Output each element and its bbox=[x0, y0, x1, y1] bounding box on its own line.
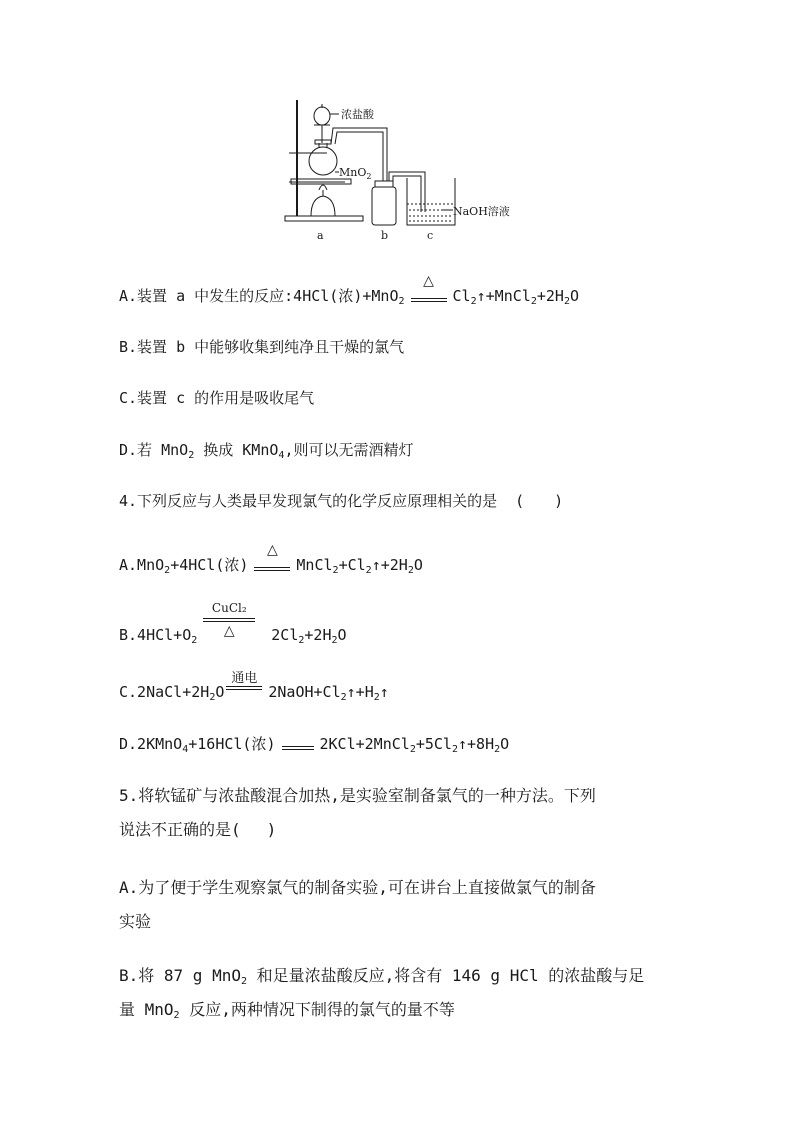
stand-base bbox=[285, 216, 363, 221]
label-a: a bbox=[317, 229, 324, 242]
q3-option-c: C.装置 c 的作用是吸收尾气 bbox=[119, 389, 315, 407]
label-b: b bbox=[381, 229, 389, 242]
q3-option-b: B.装置 b 中能够收集到纯净且干燥的氯气 bbox=[119, 338, 405, 356]
q5-option-b-line2: 量 MnO$_2$ 反应,两种情况下制得的氯气的量不等 bbox=[119, 1000, 455, 1021]
q4-option-b: $B.4HCl+O_2$ CuCl₂ △ $2Cl_2+2H_2O$ bbox=[119, 600, 347, 646]
bottle-b bbox=[372, 187, 396, 225]
alcohol-lamp bbox=[311, 196, 335, 216]
label-naoh: NaOH溶液 bbox=[453, 205, 510, 218]
label-acid: 浓盐酸 bbox=[341, 108, 374, 121]
q4-stem: 4.下列反应与人类最早发现氯气的化学反应原理相关的是 ( ) bbox=[119, 492, 564, 510]
round-flask bbox=[309, 147, 337, 175]
label-mno2: MnO$_2$ bbox=[339, 166, 372, 181]
q5-option-a-line2: 实验 bbox=[119, 912, 152, 931]
q5-option-a-line1: A.为了便于学生观察氯气的制备实验,可在讲台上直接做氯气的制备 bbox=[119, 878, 596, 897]
q5-stem-line2: 说法不正确的是( ) bbox=[119, 820, 277, 839]
q4-option-c: $C.2NaCl+2H_2O$ 通电 $2NaOH+Cl_2↑+H_2↑$ bbox=[119, 670, 389, 703]
beaker-c bbox=[407, 178, 455, 225]
separatory-funnel bbox=[314, 107, 330, 125]
q5-stem-line1: 5.将软锰矿与浓盐酸混合加热,是实验室制备氯气的一种方法。下列 bbox=[119, 786, 596, 805]
label-c: c bbox=[427, 229, 434, 242]
q3-option-d: D.若 MnO$_2$ 换成 KMnO$_4$,则可以无需酒精灯 bbox=[119, 441, 414, 461]
q5-option-b-line1: B.将 87 g MnO$_2$ 和足量浓盐酸反应,将含有 146 g HCl 的浓盐酸与足 bbox=[119, 966, 645, 987]
apparatus-figure bbox=[275, 98, 525, 243]
q4-option-d: D.2KMnO$_4$+16HCl(浓) $2KCl+2MnCl_2+5Cl_2↑+8H_2O$ bbox=[119, 735, 510, 755]
q3-option-a: A.装置 a 中发生的反应:4HCl(浓)+MnO$_2$ △ $Cl_2↑+MnCl_2+2H_2O$ bbox=[119, 272, 579, 307]
q4-option-a: A.MnO$_2$+4HCl(浓) △ $MnCl_2+Cl_2↑+2H_2O$ bbox=[119, 541, 423, 576]
reaction-condition: △ bbox=[409, 287, 449, 307]
